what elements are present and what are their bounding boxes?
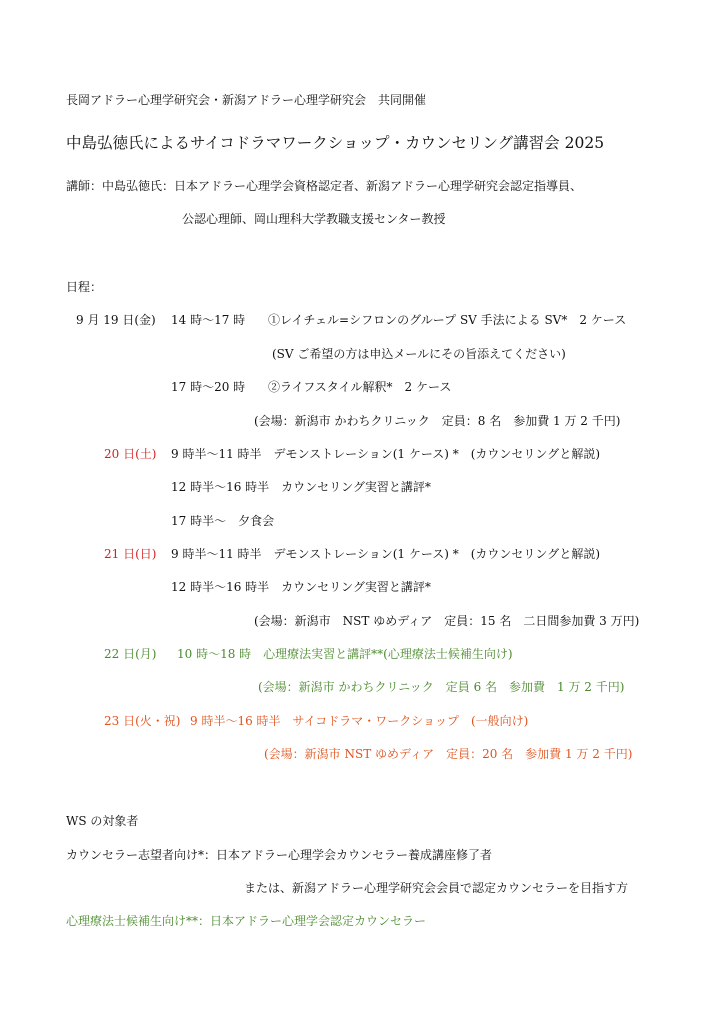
day22-slot: 10 時～18 時 心理療法実習と講評**(心理療法士候補生向け) [177, 647, 513, 661]
page-title: 中島弘徳氏によるサイコドラマワークショップ・カウンセリング講習会 2025 [66, 134, 605, 152]
day19-slot1-note: (SV ご希望の方は申込メールにその旨添えてください) [272, 347, 566, 361]
day19-slot2-desc: ②ライフスタイル解釈* 2 ケース [268, 380, 452, 394]
audience-line-3: 心理療法士候補生向け**：日本アドラー心理学会認定カウンセラー [66, 914, 427, 928]
day19-slot1-desc: ①レイチェル=シフロンのグループ SV 手法による SV* 2 ケース [268, 313, 627, 327]
day23-slot: 9 時半～16 時半 サイコドラマ・ワークショップ (一般向け) [190, 714, 529, 728]
day23-date: 23 日(火・祝) [104, 714, 181, 728]
day21-date: 21 日(日) [104, 547, 157, 561]
day19-venue: (会場：新潟市 かわちクリニック 定員：8 名 参加費 1 万 2 千円) [254, 414, 621, 428]
lecturer-line-1: 講師：中島弘徳氏：日本アドラー心理学会資格認定者、新潟アドラー心理学研究会認定指導員、 [66, 179, 583, 193]
day21-slot2: 12 時半～16 時半 カウンセリング実習と講評* [171, 580, 431, 594]
organizers: 長岡アドラー心理学研究会・新潟アドラー心理学研究会 共同開催 [66, 93, 427, 107]
day20-slot3: 17 時半～ 夕食会 [171, 514, 275, 528]
schedule-heading: 日程： [66, 280, 103, 294]
day23-venue: (会場：新潟市 NST ゆめディア 定員：20 名 参加費 1 万 2 千円) [264, 747, 633, 761]
audience-line-2: または、新潟アドラー心理学研究会会員で認定カウンセラーを目指す方 [244, 881, 629, 895]
day20-slot1: 9 時半～11 時半 デモンストレーション(1 ケース) * (カウンセリングと解説) [171, 447, 601, 461]
day21-slot1: 9 時半～11 時半 デモンストレーション(1 ケース) * (カウンセリングと解説) [171, 547, 601, 561]
day20-slot2: 12 時半～16 時半 カウンセリング実習と講評* [171, 480, 431, 494]
lecturer-line-2: 公認心理師、岡山理科大学教職支援センター教授 [182, 212, 446, 226]
day22-venue: (会場：新潟市 かわちクリニック 定員 6 名 参加費 1 万 2 千円) [258, 680, 625, 694]
day21-venue: (会場：新潟市 NST ゆめディア 定員：15 名 二日間参加費 3 万円) [254, 614, 640, 628]
day19-date: 9 月 19 日(金) [76, 313, 156, 327]
day20-date: 20 日(土) [104, 447, 157, 461]
day19-slot2-time: 17 時～20 時 [171, 380, 246, 394]
audience-line-1: カウンセラー志望者向け*：日本アドラー心理学会カウンセラー養成講座修了者 [66, 848, 493, 862]
audience-heading: WS の対象者 [66, 814, 139, 828]
day22-date: 22 日(月) [104, 647, 157, 661]
day19-slot1-time: 14 時～17 時 [171, 313, 246, 327]
